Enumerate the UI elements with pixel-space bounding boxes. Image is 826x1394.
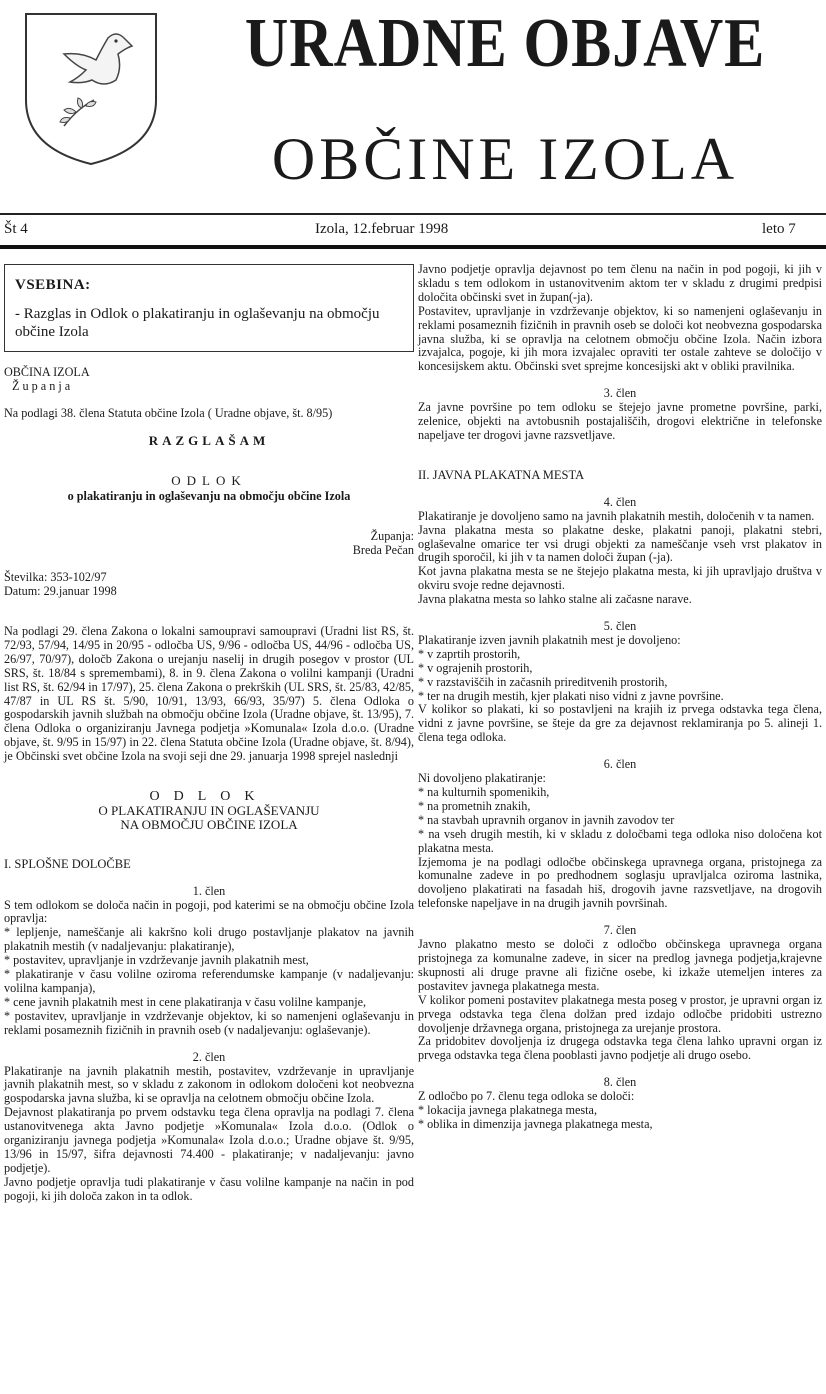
list-item: * v razstaviščih in začasnih prireditvenih prostorih, <box>418 674 668 689</box>
left-column <box>4 262 414 1204</box>
article-text: Javna plakatna mesta so plakatne deske, plakatni panoji, plakatni stebri, oglaševalne omarice ter vsi drugi objekti za nameščanje vseh vrst plakatov in drugih sporočil, ki jih v ta namen določi župan (-ja). <box>418 522 822 565</box>
proclamation-heading: RAZGLAŠAM <box>148 432 270 448</box>
masthead <box>0 0 826 215</box>
article-text: V kolikor so plakati, ki so postavljeni na krajih iz prvega odstavka tega člena, vidni z javne površine, se šteje da gre za dejavnost reklamiranja po 5. alineji 1. člena tega odloka. <box>418 702 822 745</box>
article-text: Ni dovoljeno plakatiranje: <box>418 771 546 786</box>
preamble: Na podlagi 29. člena Zakona o lokalni samoupravi samoupravi (Uradni list RS, št. 72/93, 57/94, 14/95 in 20/95 - odločba US, 9/96 - odločba US, 44/96 - odločba US, 26/97, 70/97), določb Zakona o urejanju naselij in drugih posegov v prostor (UL SRS, št. 18/84 s spremembami), 8. in 9. člena Zakona o volilni kampanji (Uradni list RS, št. 62/94 in 17/97), 25. člena Zakona o prekrških (UL SRS, št. 25/83, 42/85, 47/87 in UL RS št. 5/90, 10/91, 13/93, 66/93, 35/97) 5. člena Odloka o gospodarskih javnih službah na območju občine Izola (Uradne objave, št. 13/95), 7. člena Odloka o organiziranju Javnega podjetja »Komunala« Izola d.o.o. (Uradne objave, št. 9/95 in 15/97) in 22. člena Statuta občine Izola (Uradne objave, št. 8/94), je Občinski svet občine Izola na svoji seji dne 29. januarja 1998 sprejel naslednji <box>4 623 414 764</box>
article-text: Javna plakatna mesta so lahko stalne ali začasne narave. <box>418 592 692 607</box>
issue-bar <box>0 221 826 243</box>
article-text: Za javne površine po tem odloku se štejejo javne prometne površine, parki, zelenice, objekti na avtobusnih postajališčih, drogovi električne in telefonske napeljave ter drogovi javne razsvetljave. <box>418 400 822 442</box>
document-number: Številka: 353-102/97 <box>4 570 107 585</box>
article-heading: 4. člen <box>603 494 637 509</box>
contents-item: - Razglas in Odlok o plakatiranju in oglaševanju na območju občine Izola <box>15 305 380 340</box>
article-heading: 6. člen <box>603 757 637 772</box>
list-item: * v ograjenih prostorih, <box>418 660 533 675</box>
article-text: Plakatiranje je dovoljeno samo na javnih plakatnih mestih, določenih v ta namen. <box>418 508 815 523</box>
article-heading: 5. člen <box>603 619 637 634</box>
decree-heading: ODLOK <box>171 472 247 488</box>
divider <box>0 213 826 215</box>
article-text: Postavitev, upravljanje in vzdrževanje objektov, ki so namenjeni oglaševanju in reklami posameznih fizičnih in pravnih oseb se določi kot neobvezna gospodarska javna služba, ki se opravlja na celotnem območju občine Izola. Način izbora izvajalca, pogoje, ki jih mora izvajalec opraviti ter ostale zahteve se določijo v koncesijskem aktu. Občinski svet sprejme koncesijski akt v obliki pravilnika. <box>418 303 822 374</box>
signer-title: Županja: <box>370 529 414 544</box>
article-text: Plakatiranje na javnih plakatnih mestih, postavitev, vzdrževanje in upravljanje javnih plakatnih mest, so v skladu z zakonom in odlokom določeni kot neobvezna gospodarska javna služba, ki se opravlja na celotnem območju občine Izola. <box>4 1063 414 1106</box>
list-item: * na prometnih znakih, <box>418 798 531 813</box>
section-heading: I. SPLOŠNE DOLOČBE <box>4 856 131 871</box>
article-heading: 8. člen <box>603 1075 637 1090</box>
article-text: V kolikor pomeni postavitev plakatnega mesta poseg v prostor, je upravni organ iz prvega odstavka tega člena dolžan pred izdajo odločbe pridobiti ustrezno dovoljenje državnega organa, pristojnega za urejanje prostora. <box>418 992 822 1035</box>
issuer: OBČINA IZOLA <box>4 364 90 379</box>
article-heading: 1. člen <box>192 883 226 898</box>
list-item: * postavitev, upravljanje in vzdrževanje javnih plakatnih mest, <box>4 953 309 968</box>
article-heading: 7. člen <box>603 923 637 938</box>
article-text: Za pridobitev dovoljenja iz drugega odstavka tega člena lahko upravni organ iz prvega odstavka tega člena pooblasti javno podjetje ali drugo osebo. <box>418 1034 822 1063</box>
list-item: * v zaprtih prostorih, <box>418 646 521 661</box>
article-text: Kot javna plakatna mesta se ne štejejo plakatna mesta, ki jih upravljajo društva v okviru svoje redne dejavnosti. <box>418 564 822 593</box>
article-text: S tem odlokom se določa način in pogoji, pod katerimi se na območju občine Izola opravlja: <box>4 897 414 926</box>
article-text: Izjemoma je na podlagi odločbe občinskega upravnega organa, pristojnega za komunalne zadeve in po predhodnem soglasju upravljalca oziroma lastnika, dovoljeno plakatirati na fasadah hiš, drogovih javne razsvetljave, na drogovih telefonske napeljave in na drugih javnih površinah. <box>418 854 822 911</box>
article-text: Z odločbo po 7. členu tega odloka se določi: <box>418 1089 635 1104</box>
issuer-sub: Ž u p a n j a <box>12 378 71 393</box>
list-item: * na stavbah upravnih organov in javnih zavodov ter <box>418 812 675 827</box>
right-column <box>418 263 822 1132</box>
article-heading: 3. člen <box>603 386 637 401</box>
signer-name: Breda Pečan <box>352 543 414 558</box>
masthead-subtitle: OBČINE IZOLA <box>271 126 739 192</box>
list-item: * na vseh drugih mestih, ki v skladu z določbami tega odloka niso določena kot plakatna mesta. <box>418 826 822 855</box>
contents-title: VSEBINA: <box>15 277 91 293</box>
article-text: Plakatiranje izven javnih plakatnih mest je dovoljeno: <box>418 632 681 647</box>
article-text: Javno podjetje opravlja tudi plakatiranje v času volilne kampanje na način in pod pogoji, ki jih določa zakon in ta odlok. <box>4 1174 414 1203</box>
list-item: * lokacija javnega plakatnega mesta, <box>418 1103 598 1118</box>
article-text: Dejavnost plakatiranja po prvem odstavku tega člena opravlja na podlagi 7. člena ustanovitvenega akta Javno podjetje »Komunala« Izola d.o.o. (Odlok o organiziranju javnega podjetja »Komunala« Izola d.o.o.; Uradne objave št. 9/95, 13/96 in 15/97, šifra dejavnosti 74.400 - plakatiranje; v nadaljevanju: javno podjetje). <box>4 1105 414 1175</box>
list-item: * na kulturnih spomenikih, <box>418 785 550 799</box>
article-text: Javno podjetje opravlja dejavnost po tem členu na način in pod pogoji, ki jih v skladu s tem odlokom in ustanovitvenim aktom ter v skladu z drugimi predpisi določita občinski svet in župan(-ja). <box>418 262 822 304</box>
section-heading: II. JAVNA PLAKATNA MESTA <box>418 467 585 482</box>
decree-title: ODLOK <box>149 789 269 805</box>
masthead-title: URADNE OBJAVE <box>244 5 766 82</box>
list-item: * ter na drugih mestih, kjer plakati niso vidni z javne površine. <box>418 688 724 703</box>
list-item: * cene javnih plakatnih mest in cene plakatiranja v času volilne kampanje, <box>4 994 367 1009</box>
decree-title-line1: O PLAKATIRANJU IN OGLAŠEVANJU <box>98 802 320 818</box>
issue-number: Št 4 <box>4 221 28 237</box>
dove-with-olive-branch-crest-icon <box>20 8 162 168</box>
list-item: * lepljenje, nameščanje ali kakršno koli drugo postavljanje plakatov na javnih plakatnih mestih (v nadaljevanju: plakatiranje), <box>4 925 414 954</box>
article-heading: 2. člen <box>192 1049 226 1064</box>
divider <box>0 245 826 249</box>
contents-box <box>4 264 414 352</box>
document-date: Datum: 29.januar 1998 <box>4 584 117 599</box>
article-text: Javno plakatno mesto se določi z odločbo občinskega upravnega organa pristojnega za komunalne zadeve, in sicer na predlog javnega podjetja,krajevne skupnosti ali druge pravne ali fizične osebe, ki izkaže utemeljen interes za postavitev javnega plakatnega mesta. <box>418 937 822 993</box>
list-item: * plakatiranje v času volilne oziroma referendumske kampanje (v nadaljevanju: volilna kampanja), <box>4 967 414 995</box>
decree-subheading: o plakatiranju in oglaševanju na območju občine Izola <box>67 489 351 504</box>
issue-year: leto 7 <box>762 221 796 237</box>
decree-title-line2: NA OBMOČJU OBČINE IZOLA <box>120 816 298 832</box>
list-item: * postavitev, upravljanje in vzdrževanje objektov, ki so namenjeni oglaševanju in reklami posameznih fizičnih in pravnih oseb (v nadaljevanju: oglaševanje). <box>4 1008 414 1037</box>
issue-date: Izola, 12.februar 1998 <box>315 221 449 237</box>
legal-basis: Na podlagi 38. člena Statuta občine Izola ( Uradne objave, št. 8/95) <box>4 405 333 420</box>
list-item: * oblika in dimenzija javnega plakatnega mesta, <box>418 1116 653 1131</box>
